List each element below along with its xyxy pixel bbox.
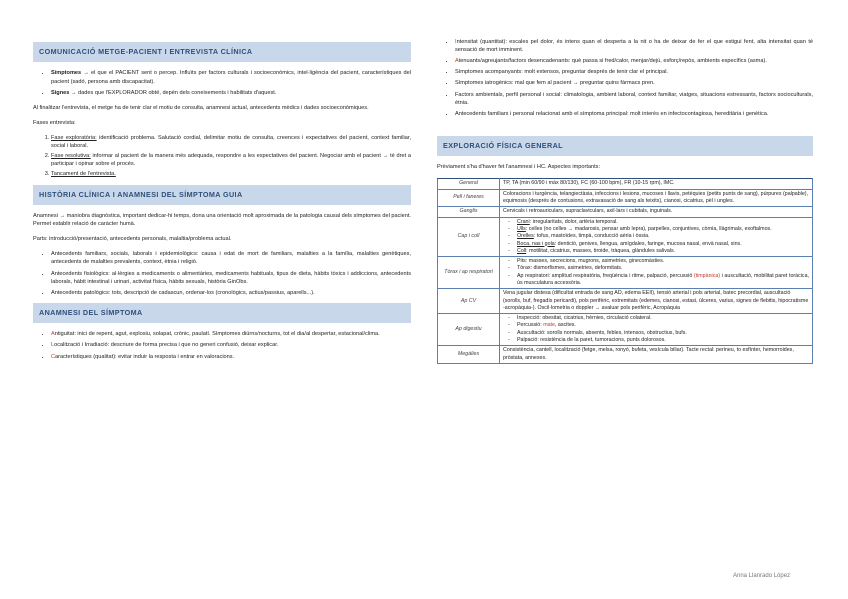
table-row: Ganglis Cervicals i retroauriculars, supraclaviculars, axil·lars i cubitals, inguinals. [438,207,813,217]
list-item: - Palpació: resistència de la paret, tumoracions, punts dolorosos. [517,337,809,344]
list-item: • Antecedents fisiològics: al·lèrgies a medicaments o alimentàries, medicaments habituals, tipus de dieta, hàbits tòxics i addiccions, antecedents laborals, hàbit intestinal i urinari, activitat física, hàbits sexuals, història GinObs. [51,270,411,286]
list-item: • Intensitat (quantitat): escales pel dolor, és intens quan el desperta a la nit o ha de deixar de fer el que estigui fent, alta intensitat quan té sensació de mort imminent. [455,38,813,54]
table-row: Megàlies Consistència, cantell, localització (fetge, melsa, ronyó, bufeta, vesícula biliar). Tacte rectal: perineu, to esfínter, hemorroides, pròstata, annexes. [438,346,813,364]
author-footer: Anna Llanrado López [733,573,791,579]
phases-label: Fases entrevista: [33,119,76,126]
phases-list [33,134,411,179]
list-item: - Tòrax: dismorfismes, asimetries, deformitats. [517,265,809,272]
list-item: - Orelles: tofus, mastoïdes, timpà, conducció aèria i òssia. [517,233,809,240]
paragraph: Al finalitzar l'entrevista, el metge ha de tenir clar el motiu de consulta, anamnesi actual, antecedents mèdics i dades socioeconòmiques. [33,104,369,111]
table-row: General TP, TA (min 60/90 i màx 80/130), FC (60-100 bpm), FR (10-15 rpm), IMC. [438,179,813,189]
table-row: Cap i coll - Crani: irregularitats, dolor, artèria temporal. - Ulls: celles (no celles → madarosis, pensar amb lepra), parpelles, conjuntives, còrnia, llàgrimals, exoftalmos. - Orelles: tofus, mastoïdes, timpà, conducció aèria i òssia. - Boca, nas i gola: dentició, genives, llengua, amígdales, faringe, mucosa nasal, envà nasal, sins. - Coll: motilitat, cicatrius, masses, tiroide, tràquea, glàndules salivals. [438,217,813,256]
list-item: • Atenuants/agreujants/factors desencadenants: què passa si fred/calor, menjar/dejú, esforç/repòs, ambients específics (asma). [455,57,813,65]
list-item: - Percussió: mate, ascites. [517,322,809,329]
table-row: Pell i faneres Coloracions i turgència, telangiectàsia, infeccions i lesions, mucoses i llavis, petèquies (petits punts de sang), púrpures (palpable), equimosis (després de contusions, extravasació de sang als teixits), cianosi, cicatrius, pèl i ungles. [438,189,813,207]
table-row: Tòrax i ap respiratori - Pits: masses, secrecions, mugrons, asimetries, ginecomàsties. - Tòrax: dismorfismes, asimetries, deformitats. - Ap respiratori: amplitud respiratòria, freqüència i ritme, palpació, percussió (timpànica) i auscultació, mobilitat paret toràcica, ús musculatura accessòria. [438,257,813,289]
list-item: - Crani: irregularitats, dolor, artèria temporal. [517,219,809,226]
list-item: • Localització i Irradiació: descriure de forma precisa i que no generi confusió, deixar explicar. [51,341,411,349]
left-column [33,36,411,364]
right-column [437,38,813,364]
table-row: Ap CV Vena jugular distesa (dificultat entrada de sang AD, edema EEII), tensió arterial i pols arterial, batec precordial, auscultació (sorolls, buf, fregadís pericardi), pols perifèric, extremitats (edemes, cianosi, estasi, úlceres, varius, signes de flebitis, hipocratisme -acropàquia-). Oscil·lometria o doppler → avaluar pols perifèric, Acropàquia [438,289,813,314]
list-item: 1. Fase exploratòria: identificació problema. Salutació cordial, delimitar motiu de consulta, creences i expectatives del pacient, context familiar, social i laboral. [51,134,411,150]
list-item: - Ulls: celles (no celles → madarosis, pensar amb lepra), parpelles, conjuntives, còrnia, llàgrimals, exoftalmos. [517,226,809,233]
list-item: • Antecedents familiars, socials, laborals i epidemiològics: causa i edat de mort de familiars, malalties a la família, malalties genètiques, antecedents de malalties prevalents, context, ètnia i religió. [51,250,411,266]
section-heading-historia: HISTÒRIA CLÍNICA I ANAMNESI DEL SÍMPTOMA GUIA [33,185,411,205]
list-item: - Boca, nas i gola: dentició, genives, llengua, amígdales, faringe, mucosa nasal, envà nasal, sins. [517,241,809,248]
list-item: - Inspecció: obesitat, cicatrius, hèrnies, circulació colateral. [517,315,809,322]
list-item: - Ap respiratori: amplitud respiratòria, freqüència i ritme, palpació, percussió (timpànica) i auscultació, mobilitat paret toràcica, ús musculatura accessòria. [517,273,809,288]
section-heading-anamnesi: ANAMNESI DEL SÍMPTOMA [33,303,411,323]
section-heading-exploracio: EXPLORACIÓ FÍSICA GENERAL [437,136,813,156]
list-item: • Símptomes → el que el PACIENT sent o percep. Influïts per factors culturals i socioeconòmics, intel·ligència del pacient, característiques del pacient (sadó, persona amb discapacitat). [51,69,411,85]
list-item: 3. Tancament de l'entrevista. [51,170,411,178]
list-item: 2. Fase resolutiva: informar al pacient de la manera més adequada, respondre a les expectatives del pacient. Negociar amb el pacient → té dret a participar i opinar sobre el procés. [51,152,411,168]
table-row: Ap digestiu - Inspecció: obesitat, cicatrius, hèrnies, circulació colateral. - Percussió: mate, ascites. - Auscultació: sorolls normals, absents, febles, intensos, obstructius, bufs. - Palpació: resistència de la paret, tumoracions, punts dolorosos. [438,314,813,346]
sec3-bullets [33,330,411,360]
list-item: • Factors ambientals, perfil personal i social: climatologia, ambient laboral, context familiar, viatges, situacions estressants, factors socioculturals, ètnia. [455,91,813,107]
list-item: - Pits: masses, secrecions, mugrons, asimetries, ginecomàsties. [517,258,809,265]
right-bullets [437,38,813,118]
sec2-bullets [33,250,411,297]
section-heading-comunicacio: COMUNICACIÓ METGE-PACIENT I ENTREVISTA CLÍNICA [33,42,411,62]
list-item: • Característiques (qualitat): evitar induir la resposta i entrar en valoracions. [51,353,411,361]
paragraph: Parts: introducció/presentació, antecedents personals, malaltia/problema actual. [33,236,232,243]
exploration-table [437,178,813,364]
list-item: • Símptomes iatrogènics: mal que fem al pacient → preguntar quins fàrmacs pren. [455,79,813,87]
list-item: • Antiguitat: inici de repent, agut, explosiu, solapat, crònic, paulatí. Símptomes diürns/nocturns, tot el dia/al despertar, estacional/clima. [51,330,411,338]
list-item: • Antecedents patològics: tots, descripció de cadascun, ordenar-los (cronològics, actius/passius, aparells...). [51,289,411,297]
list-item: • Antecedents familiars i personal relacionat amb el símptoma principal: molt interès en infectocontagiosa, hereditària i genètica. [455,110,813,118]
list-item: - Coll: motilitat, cicatrius, masses, tiroide, tràquea, glàndules salivals. [517,248,809,255]
list-item: - Auscultació: sorolls normals, absents, febles, intensos, obstructius, bufs. [517,330,809,337]
paragraph: Prèviament s'ha d'haver fet l'anamnesi i HC. Aspectes importants: [437,164,601,171]
list-item: • Signes → dades que l'EXPLORADOR obté, depèn dels coneixements i habilitats d'aquest. [51,89,411,97]
list-item: • Símptomes acompanyants: molt extensos, preguntar després de tenir clar el principal. [455,68,813,76]
paragraph: Anamnesi → maniobra diagnòstica, important dedicar-hi temps, dona una orientació molt aproximada de la patologia causal dels símptomes del pacient. Permet establir relació de caràcter humà. [33,212,411,228]
sec1-bullets [33,69,411,96]
